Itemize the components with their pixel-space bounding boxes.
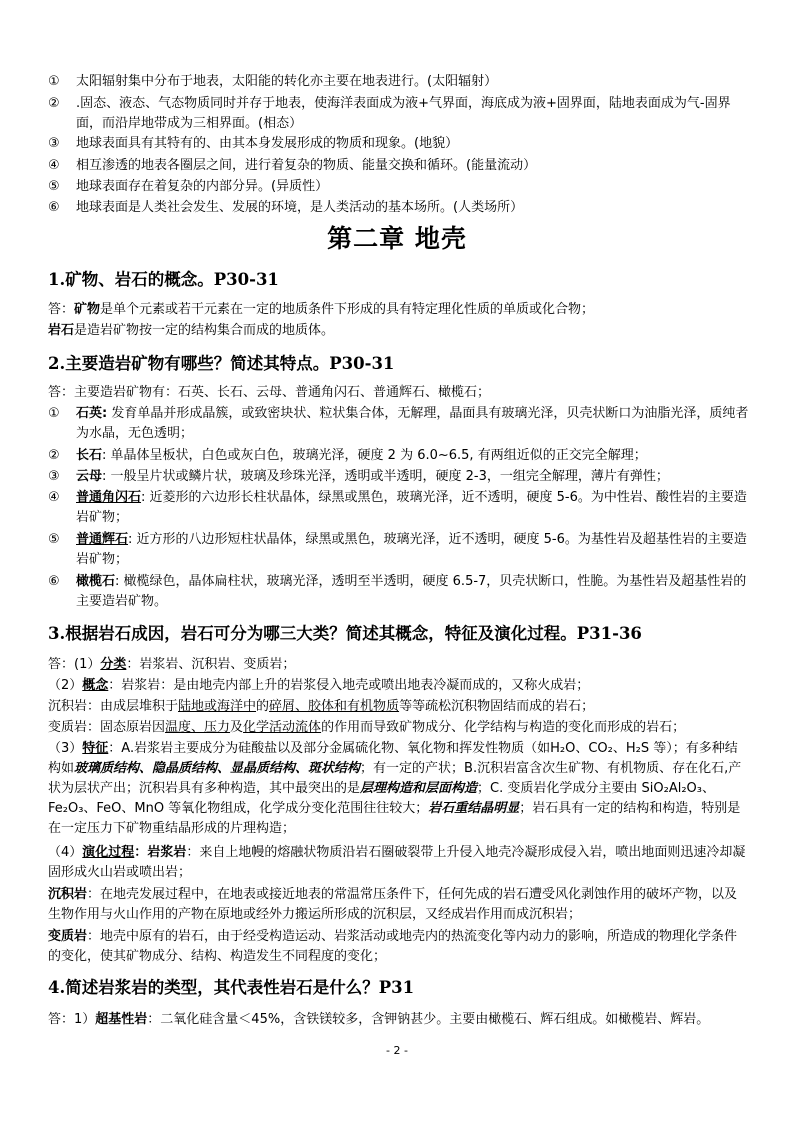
- list-text: 地球表面具有其特有的、由其本身发展形成的物质和现象。(地貌）: [76, 136, 459, 151]
- answer-prefix: （2）: [48, 678, 83, 693]
- answer-paragraph: [48, 300, 750, 320]
- list-marker: ④: [48, 158, 60, 173]
- term-evolution: 演化过程: [82, 845, 135, 860]
- list-marker: ④: [48, 490, 60, 505]
- answer-paragraph: [48, 718, 750, 738]
- concept-text: ：岩浆岩：是由地壳内部上升的岩浆侵入地壳或喷出地表冷凝而成的，又称火成岩；: [108, 678, 590, 693]
- chapter-title: 第二章 地壳: [327, 224, 467, 253]
- list-marker: ⑥: [48, 200, 60, 215]
- answer-paragraph: [48, 697, 750, 717]
- term-classification: 分类: [100, 657, 127, 672]
- list-text: 地球表面存在着复杂的内部分异。(异质性）: [76, 179, 329, 194]
- list-marker: ①: [48, 406, 60, 421]
- text-run: 沉积岩：由成层堆积于: [48, 699, 179, 714]
- answer-paragraph: [48, 321, 750, 341]
- definition-rock: 是造岩矿物按一定的结构集合而成的地质体。: [74, 323, 335, 338]
- list-text: 太阳辐射集中分布于地表，太阳能的转化亦主要在地表进行。(太阳辐射）: [76, 74, 498, 89]
- mineral-description: : 单晶体呈板状，白色或灰白色，玻璃光泽，硬度 2 为 6.0~6.5, 有两组近似的正交完全解理；: [102, 448, 647, 463]
- italic-text: 玻璃质结构、隐晶质结构、显晶质结构、斑状结构: [74, 761, 361, 776]
- mineral-term: 石英:: [76, 406, 108, 421]
- answer-prefix: 答：: [48, 302, 75, 317]
- definition-mineral: 是单个元素或若干元素在一定的地质条件下形成的具有特定理化性质的单质或化合物；: [100, 302, 595, 317]
- italic-text: 层理构造和层面构造: [360, 781, 478, 796]
- mineral-item: [48, 404, 750, 444]
- mineral-description: : 近菱形的六边形长柱状晶体，绿黑或黑色，玻璃光泽，近不透明，硬度 5-6。为中性岩、酸性岩的主要造岩矿物；: [76, 490, 747, 525]
- page-number: - 2 -: [386, 1044, 408, 1057]
- list-marker: ①: [48, 74, 60, 89]
- list-item: [48, 72, 750, 92]
- answer-paragraph: [48, 927, 750, 967]
- answer-intro: 答：主要造岩矿物有：石英、长石、云母、普通角闪石、普通辉石、橄榄石；: [48, 385, 491, 400]
- text-run: 及: [230, 720, 244, 735]
- answer-paragraph: （4）演化过程：岩浆岩：来自上地幔的熔融状物质沿岩石圈破裂带上升侵入地壳冷凝形成侵入岩，喷出地面则迅速冷却凝固形成火山岩或喷出岩；: [48, 845, 746, 880]
- mineral-item: [48, 572, 750, 612]
- mineral-description: : 一般呈片状或鳞片状，玻璃及珍珠光泽，透明或半透明，硬度 2-3，一组完全解理，薄片有弹性；: [102, 469, 669, 484]
- text-run: ；有一定的产状；B.沉积岩富含次生矿物、有机物质、存在化石,产状为层状产出；沉积岩具有多种构造，其中最突出的是: [48, 761, 742, 796]
- mineral-item: [48, 467, 750, 487]
- answer-prefix: （3）: [48, 741, 83, 756]
- classification-text: ：岩浆岩、沉积岩、变质岩；: [126, 657, 296, 672]
- italic-text: 岩石重结晶明显: [428, 801, 520, 816]
- list-text: 地球表面是人类社会发生、发展的环境，是人类活动的基本场所。(人类场所）: [76, 200, 524, 215]
- mineral-term: 长石: [76, 448, 103, 463]
- underlined-text: 化学活动流体: [243, 720, 322, 735]
- mineral-description: : 橄榄绿色，晶体扁柱状，玻璃光泽，透明至半透明，硬度 6.5-7，贝壳状断口，性脆。为基性岩及超基性岩的主要造岩矿物。: [76, 574, 747, 609]
- text-run: 的作用而导致矿物成分、化学结构与构造的变化而形成的岩石；: [321, 720, 686, 735]
- list-marker: ⑤: [48, 179, 60, 194]
- text-run: 的: [256, 699, 270, 714]
- mineral-term: 云母: [76, 469, 103, 484]
- list-item: [48, 94, 750, 134]
- list-marker: ②: [48, 448, 60, 463]
- term-ultrabasic: 超基性岩: [95, 1012, 148, 1027]
- question-heading-3: 3.根据岩石成因，岩石可分为哪三大类？简述其概念，特征及演化过程。P31-36: [48, 624, 642, 643]
- list-marker: ③: [48, 469, 60, 484]
- mineral-item: [48, 488, 750, 528]
- list-marker: ⑤: [48, 532, 60, 547]
- list-item: [48, 198, 750, 218]
- text-run: 等等疏松沉积物固结而成的岩石；: [399, 699, 595, 714]
- text-run: ：地壳中原有的岩石，由于经受构造运动、岩浆活动或地壳内的热流变化等内动力的影响，所造成的物理化学条件的变化，使其矿物成分、结构、构造发生不同程度的变化；: [48, 929, 738, 964]
- text-run: ：在地壳发展过程中，在地表或接近地表的常温常压条件下，任何先成的岩石遭受风化剥蚀作用的破坏产物，以及生物作用与火山作用的产物在原地或经外力搬运所形成的沉积层，又经成岩作用而成沉积岩；: [48, 887, 738, 922]
- list-item: [48, 177, 750, 197]
- term-mineral: 矿物: [74, 302, 101, 317]
- underlined-text: 陆地或海洋中: [178, 699, 257, 714]
- list-item: [48, 156, 750, 176]
- list-text: .固态、液态、气态物质同时并存于地表，使海洋表面成为液+气界面，海底成为液+固界面，陆地表面成为气-固界面，而沿岸地带成为三相界面。(相态）: [76, 96, 731, 131]
- mineral-term: 橄榄石: [76, 574, 116, 589]
- answer-prefix: 答：1）: [48, 1012, 96, 1027]
- text-run: ：A.岩浆岩主要成分为硅酸盐以及部分金属硫化物、氧化物和挥发性物质（如H₂O、CO₂、H₂S 等）；有多种结构如: [48, 741, 738, 776]
- list-marker: ⑥: [48, 574, 60, 589]
- answer-paragraph: [48, 739, 750, 839]
- answer-prefix: 答：(1）: [48, 657, 101, 672]
- term-rock: 岩石: [48, 323, 75, 338]
- answer-paragraph: [48, 655, 750, 675]
- text-run: ：二氧化硅含量＜45%，含铁镁较多，含钾钠甚少。主要由橄榄石、辉石组成。如橄榄岩、辉岩。: [147, 1012, 710, 1027]
- text-run: 变质岩：固态原岩因: [48, 720, 166, 735]
- underlined-text: 温度、压力: [165, 720, 231, 735]
- mineral-description: : 近方形的八边形短柱状晶体，绿黑或黑色，玻璃光泽，近不透明，硬度 5-6。为基性岩及超基性岩的主要造岩矿物；: [76, 532, 747, 567]
- answer-paragraph: [48, 1010, 750, 1030]
- question-heading-2: 2.主要造岩矿物有哪些？简述其特点。P30-31: [48, 354, 395, 373]
- mineral-term: 普通角闪石: [76, 490, 142, 505]
- question-heading-4: 4.简述岩浆岩的类型，其代表性岩石是什么？P31: [48, 978, 415, 997]
- answer-paragraph: [48, 885, 750, 925]
- text-run: ；岩石具有一定的结构和构造，特别是在一定压力下矿物重结晶形成的片理构造；: [48, 801, 741, 836]
- mineral-item: [48, 530, 750, 570]
- term-concept: 概念: [82, 678, 109, 693]
- term-metamorphic: 变质岩: [48, 929, 88, 944]
- term-igneous: 岩浆岩: [147, 845, 187, 860]
- mineral-item: [48, 446, 750, 466]
- mineral-term: 普通辉石: [76, 532, 129, 547]
- question-heading-1: 1.矿物、岩石的概念。P30-31: [48, 270, 279, 289]
- text-run: ：来自上地幔的熔融状物质沿岩石圈破裂带上升侵入地壳冷凝形成侵入岩，喷出地面则迅速冷却凝固形成火山岩或喷出岩；: [48, 845, 746, 880]
- list-text: 相互渗透的地表各圈层之间，进行着复杂的物质、能量交换和循环。(能量流动）: [76, 158, 537, 173]
- answer-paragraph: [48, 676, 750, 696]
- mineral-description: 发育单晶并形成晶簇，或致密块状、粒状集合体，无解理，晶面具有玻璃光泽，贝壳状断口为油脂光泽，质纯者为水晶，无色透明；: [76, 406, 749, 441]
- list-marker: ②: [48, 96, 60, 111]
- answer-prefix: （4）: [48, 845, 83, 860]
- term-features: 特征: [82, 741, 109, 756]
- list-marker: ③: [48, 136, 60, 151]
- underlined-text: 碎屑、胶体和有机物质: [269, 699, 400, 714]
- term-sedimentary: 沉积岩: [48, 887, 88, 902]
- list-item: [48, 134, 750, 154]
- text-run: ；C. 变质岩化学成分主要由 SiO₂Al₂O₃、Fe₂O₃、FeO、MnO 等氧化物组成，化学成分变化范围往往较大；: [48, 781, 715, 816]
